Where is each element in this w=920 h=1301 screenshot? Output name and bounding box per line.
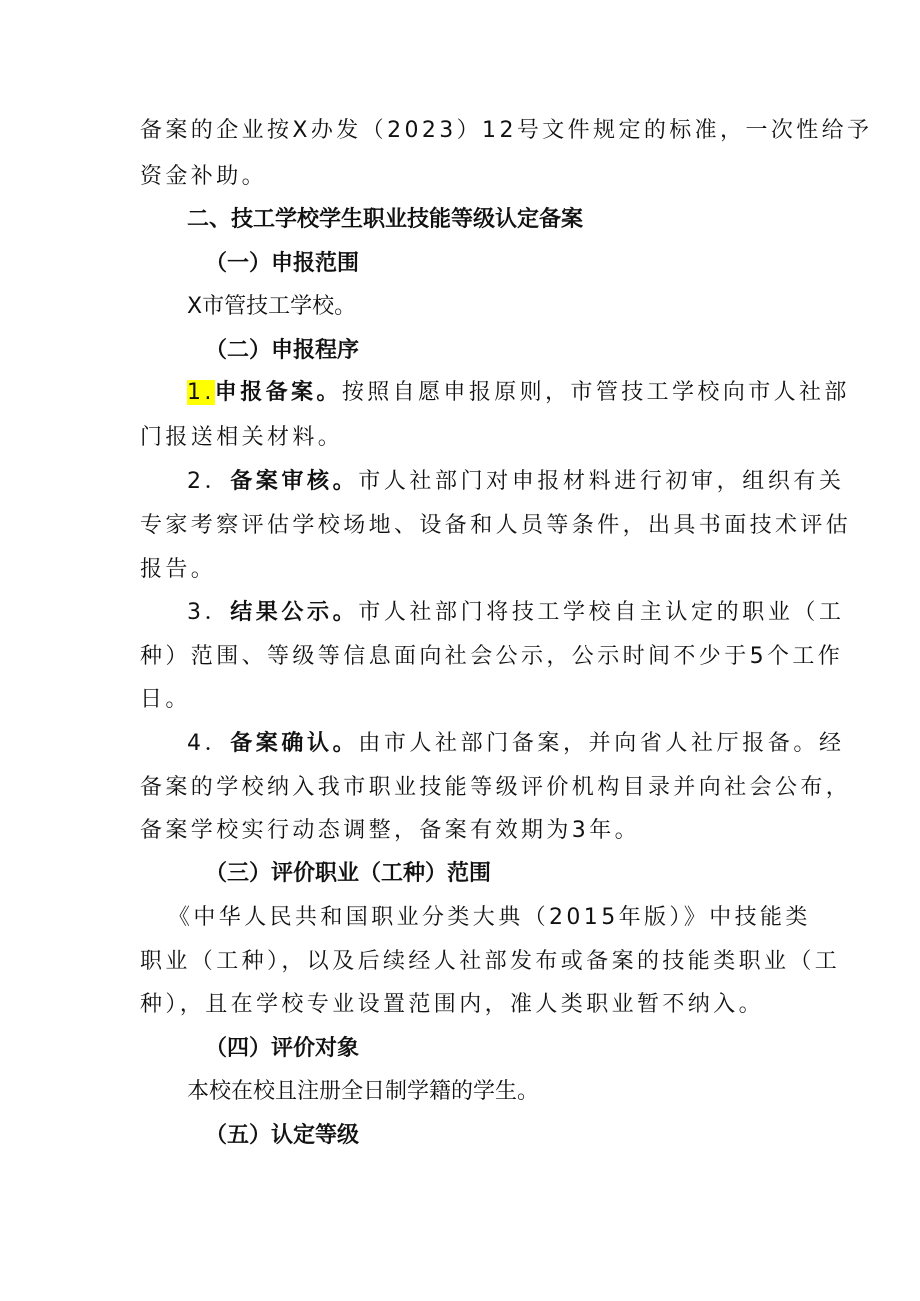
item-title: 备案审核。 xyxy=(230,469,359,494)
item-text: 市人社部门将技工学校自主认定的职业（工 xyxy=(358,600,845,625)
item-title: 申报备案。 xyxy=(214,380,342,405)
body-line: 种）范围、等级等信息面向社会公示，公示时间不少于5个工作 xyxy=(140,644,844,669)
item-text: 按照自愿申报原则，市管技工学校向市人社部 xyxy=(341,380,850,405)
body-line: 《中华人民共和国职业分类大典（2015年版）》中技能类 xyxy=(168,905,811,930)
item-number: 2． xyxy=(187,469,231,494)
procedure-item-1 xyxy=(187,378,850,408)
item-number-highlighted: 1. xyxy=(187,380,215,405)
procedure-item-3 xyxy=(187,598,845,628)
subsection-heading: （二）申报程序 xyxy=(205,338,360,363)
body-line: 报告。 xyxy=(140,557,217,582)
body-line: 资金补助。 xyxy=(140,164,268,189)
item-text: 市人社部门对申报材料进行初审，组织有关 xyxy=(358,469,845,494)
body-line: 种），且在学校专业设置范围内，准人类职业暂不纳入。 xyxy=(140,992,765,1017)
body-line: 备案学校实行动态调整，备案有效期为3年。 xyxy=(140,818,640,843)
item-title: 备案确认。 xyxy=(230,731,359,756)
subsection-heading: （三）评价职业（工种）范围 xyxy=(205,861,492,886)
subsection-heading: （四）评价对象 xyxy=(205,1036,360,1061)
item-number: 3． xyxy=(187,600,231,625)
body-line: 门报送相关材料。 xyxy=(140,425,344,450)
body-line: 专家考察评估学校场地、设备和人员等条件，出具书面技术评估 xyxy=(140,513,852,538)
body-line: 备案的企业按X办发（2023）12号文件规定的标准，一次性给予 xyxy=(140,118,873,143)
item-title: 结果公示。 xyxy=(230,600,359,625)
procedure-item-4 xyxy=(187,729,845,759)
body-line: X市管技工学校。 xyxy=(187,294,357,319)
subsection-heading: （五）认定等级 xyxy=(205,1123,360,1148)
subsection-heading: （一）申报范围 xyxy=(205,251,360,276)
procedure-item-2 xyxy=(187,467,845,497)
body-line: 本校在校且注册全日制学籍的学生。 xyxy=(187,1079,540,1104)
body-line: 日。 xyxy=(140,687,191,712)
item-number: 4． xyxy=(187,731,231,756)
body-line: 备案的学校纳入我市职业技能等级评价机构目录并向社会公布， xyxy=(140,775,852,800)
section-heading: 二、技工学校学生职业技能等级认定备案 xyxy=(187,207,584,232)
body-line: 职业（工种），以及后续经人社部发布或备案的技能类职业（工 xyxy=(140,949,841,974)
item-text: 由市人社部门备案，并向省人社厅报备。经 xyxy=(358,731,845,756)
